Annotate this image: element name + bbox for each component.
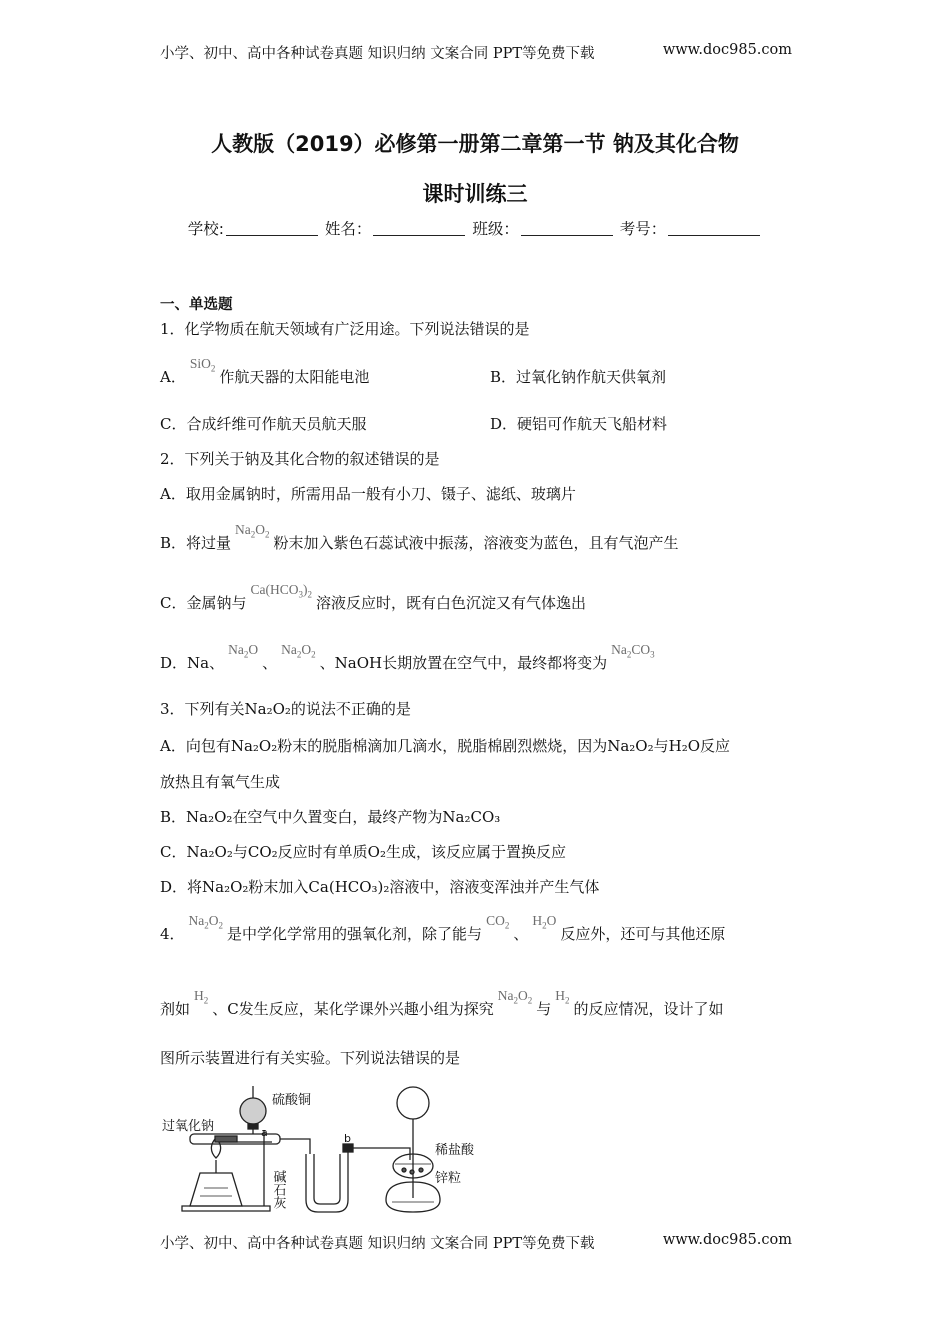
formula-na2o2: $Na_2O_2$ (497, 988, 533, 1006)
formula-h2: $H_2$ (555, 988, 570, 1006)
q1-option-b: B．过氧化钠作航天供氧剂 (490, 368, 667, 386)
q2-option-a: A．取用金属钠时，所需用品一般有小刀、镊子、滤纸、玻璃片 (160, 485, 576, 503)
stand-base (182, 1206, 270, 1211)
formula-h2: $H_2$ (194, 988, 209, 1006)
page-header (160, 42, 792, 63)
q2-option-c: C．金属钠与$Ca(HCO_3)_2$ 溶液反应时，既有白色沉淀又有气体逸出 (160, 582, 586, 612)
q3-option-b: B．Na₂O₂在空气中久置变白，最终产物为Na₂CO₃ (160, 808, 501, 826)
class-label: 班级： (472, 220, 519, 238)
q3-option-a-line1: A．向包有Na₂O₂粉末的脱脂棉滴加几滴水，脱脂棉剧烈燃烧，因为Na₂O₂与H₂O反应 (160, 737, 731, 755)
footer-url: www.doc985.com (662, 1232, 792, 1248)
na2o2-powder (215, 1136, 237, 1142)
formula-na2o2: $Na_2O_2$ (235, 522, 270, 540)
formula-h2o: $H_2O$ (532, 913, 557, 931)
label-valve-b: b (344, 1132, 351, 1145)
label-cuso4: 硫酸铜 (272, 1093, 312, 1108)
footer-left-text: 小学、初中、高中各种试卷真题 知识归纳 文案合同 PPT等免费下载 (160, 1236, 595, 1252)
number-blank (668, 221, 760, 236)
valve-b (343, 1144, 353, 1152)
header-left-text: 小学、初中、高中各种试卷真题 知识归纳 文案合同 PPT等免费下载 (160, 46, 595, 62)
alcohol-lamp (190, 1173, 242, 1206)
formula-na2o: $Na_2O$ (228, 642, 259, 660)
label-zinc: 锌粒 (435, 1171, 462, 1186)
formula-na2o2: $Na_2O_2$ (281, 642, 316, 660)
number-label: 考号： (619, 220, 667, 238)
school-blank (226, 221, 318, 236)
formula-na2o2: $Na_2O_2$ (188, 913, 224, 931)
label-soda-lime: 碱石灰 (270, 1170, 286, 1209)
apparatus-figure (160, 1078, 480, 1218)
name-label: 姓名： (324, 220, 372, 238)
q3-option-a-line2: 放热且有氧气生成 (160, 773, 281, 791)
q1-option-c: C．合成纤维可作航天员航天服 (160, 415, 367, 433)
formula-na2co3: $Na_2CO_3$ (611, 642, 655, 660)
school-label: 学校: (187, 220, 224, 238)
kipp-top-funnel (397, 1087, 429, 1119)
header-url: www.doc985.com (662, 42, 792, 58)
q1-option-a: A．SiO$_2$ 作航天器的太阳能电池 (160, 356, 370, 386)
section-heading: 一、单选题 (160, 297, 233, 313)
formula-co2: $CO_2$ (486, 913, 510, 931)
page-title: 人教版（2019）必修第一册第二章第一节 钠及其化合物 (211, 132, 739, 156)
formula-ca-hco3-2: $Ca(HCO_3)_2$ (250, 582, 312, 600)
q4-line3: 图所示装置进行有关实验。下列说法错误的是 (160, 1049, 461, 1067)
q1-option-d: D．硬铝可作航天飞船材料 (490, 415, 668, 433)
q4-line1: 4．$Na_2O_2$ 是中学化学常用的强氧化剂，除了能与$CO_2$ 、$H_2O$反应外，还可与其他还原 (160, 913, 726, 943)
cuso4-bulb (240, 1098, 266, 1124)
student-info (0, 217, 950, 239)
label-valve-a: a (261, 1126, 268, 1139)
page-subtitle: 课时训练三 (422, 182, 528, 206)
connector-2 (348, 1148, 410, 1160)
connector-1 (280, 1139, 310, 1154)
name-blank (373, 221, 465, 236)
q2-stem: 2．下列关于钠及其化合物的叙述错误的是 (160, 450, 440, 468)
q2-option-d: D．Na、$Na_2O$、$Na_2O_2$ 、NaOH长期放置在空气中，最终都将变为$Na_2CO_3$ (160, 642, 655, 672)
q3-option-d: D．将Na₂O₂粉末加入Ca(HCO₃)₂溶液中，溶液变浑浊并产生气体 (160, 878, 600, 896)
label-na2o2: 过氧化钠 (162, 1119, 215, 1134)
q2-option-b: B．将过量$Na_2O_2$ 粉末加入紫色石蕊试液中振荡，溶液变为蓝色，且有气泡产生 (160, 522, 679, 552)
page-footer (160, 1232, 792, 1253)
class-blank (521, 221, 613, 236)
q4-line2: 剂如$H_2$ 、C发生反应，某化学课外兴趣小组为探究$Na_2O_2$ 与$H_2$ 的反应情况，设计了如 (160, 988, 724, 1018)
label-hcl: 稀盐酸 (435, 1143, 475, 1158)
u-tube (306, 1154, 348, 1212)
q3-stem: 3．下列有关Na₂O₂的说法不正确的是 (160, 700, 411, 718)
formula-sio2: SiO$_2$ (189, 356, 216, 374)
q1-stem: 1．化学物质在航天领域有广泛用途。下列说法错误的是 (160, 320, 530, 338)
q3-option-c: C．Na₂O₂与CO₂反应时有单质O₂生成，该反应属于置换反应 (160, 843, 566, 861)
